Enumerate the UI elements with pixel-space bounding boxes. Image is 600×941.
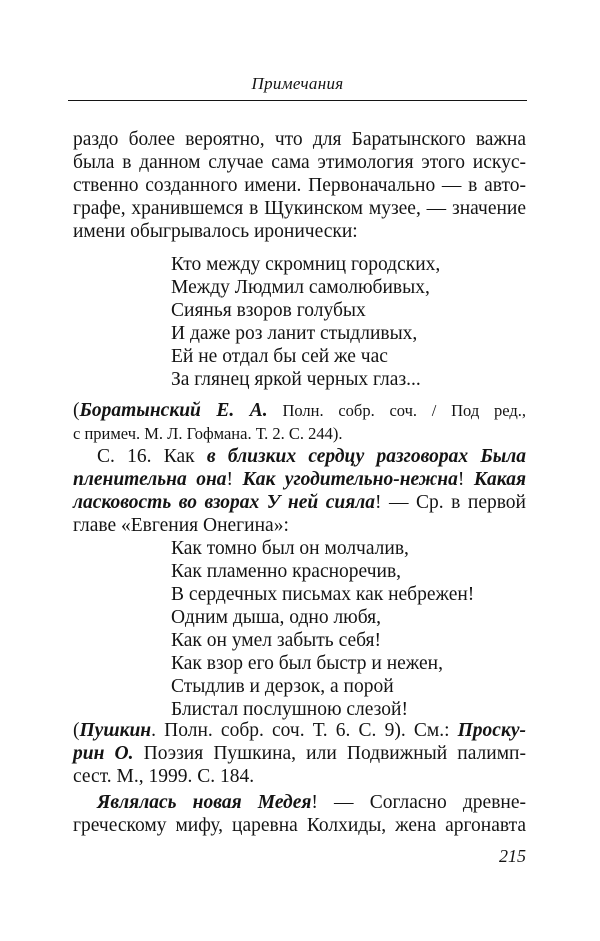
poem-2 [73, 537, 526, 721]
paragraph-3 [73, 791, 526, 837]
poem-line: Ей не отдал бы сей же час [171, 346, 388, 367]
text-line: ственно созданного имени. Первоначально — в авто- [73, 175, 526, 196]
header-rule [68, 100, 527, 101]
text-line [73, 445, 526, 468]
poem-line: В сердечных письмах как небрежен! [171, 584, 475, 605]
poem-1 [73, 253, 526, 391]
quote-run: ласковость во взорах У ней сияла [73, 492, 376, 513]
poem-line: Как пламенно красноречив, [171, 561, 402, 582]
text-line: главе «Евгения Онегина»: [73, 515, 289, 536]
text-line: графе, хранившемся в Щукинском музее, — значение [73, 198, 526, 219]
author-name: Боратынский Е. А. [79, 400, 268, 421]
text-line: с примеч. М. Л. Гофмана. Т. 2. С. 244). [73, 424, 343, 443]
quote-run: Какая [473, 469, 526, 490]
text-line [73, 791, 526, 814]
open-paren: ( [73, 400, 80, 421]
quote-run: Как угодительно-нежна [242, 469, 458, 490]
open-paren: ( [73, 720, 80, 741]
paragraph-1 [73, 128, 526, 243]
text-line: сест. М., 1999. С. 184. [73, 766, 255, 787]
text-run: ! — Ср. в первой [375, 492, 526, 513]
text-line: греческому мифу, царевна Колхиды, жена аргонавта [73, 815, 526, 836]
poem-line: За глянец яркой черных глаз... [171, 369, 421, 390]
quote-run: пленительна она [73, 469, 227, 490]
poem-line: Сиянья взоров голубых [171, 300, 366, 321]
text-line [73, 719, 526, 742]
poem-line: Одним дыша, одно любя, [171, 607, 382, 628]
text-line [73, 468, 526, 491]
text-line [73, 399, 526, 422]
running-header: Примечания [251, 74, 344, 93]
poem-line: Как томно был он молчалив, [171, 538, 409, 559]
quote-run: Являлась новая Медея [97, 792, 312, 813]
paragraph-2 [73, 445, 526, 537]
text-line [73, 491, 526, 514]
text-run: ! — Согласно древне- [311, 792, 526, 813]
author-name: Проску- [457, 720, 526, 741]
author-name: рин О. [73, 743, 134, 764]
citation-text: Полн. собр. соч. / Под ред., [267, 401, 526, 420]
text-line: была в данном случае сама этимология этого искус- [73, 152, 526, 173]
poem-line: Как он умел забыть себя! [171, 630, 382, 651]
poem-line: Блистал послушною слезой! [171, 699, 408, 720]
poem-line: И даже роз ланит стыдливых, [171, 323, 418, 344]
citation-1 [73, 399, 526, 445]
text-run: С. 16. Как [97, 446, 207, 467]
poem-line: Между Людмил самолюбивых, [171, 277, 430, 298]
text-line [73, 742, 526, 765]
quote-run: в близких сердцу разговорах Была [206, 446, 526, 467]
text-run: Поэзия Пушкина, или Подвижный палимп- [133, 743, 526, 764]
poem-line: Как взор его был быстр и нежен, [171, 653, 443, 674]
text-run: . Полн. собр. соч. Т. 6. С. 9). См.: [151, 720, 458, 741]
author-name: Пушкин [79, 720, 152, 741]
page-number: 215 [499, 846, 526, 866]
citation-2 [73, 719, 526, 788]
text-run: ! [457, 469, 474, 490]
poem-line: Стыдлив и дерзок, а порой [171, 676, 394, 697]
text-line: раздо более вероятно, что для Баратынского важна [73, 129, 526, 150]
text-run: ! [226, 469, 243, 490]
poem-line: Кто между скромниц городских, [171, 254, 441, 275]
text-line: имени обыгрывалось иронически: [73, 221, 358, 242]
